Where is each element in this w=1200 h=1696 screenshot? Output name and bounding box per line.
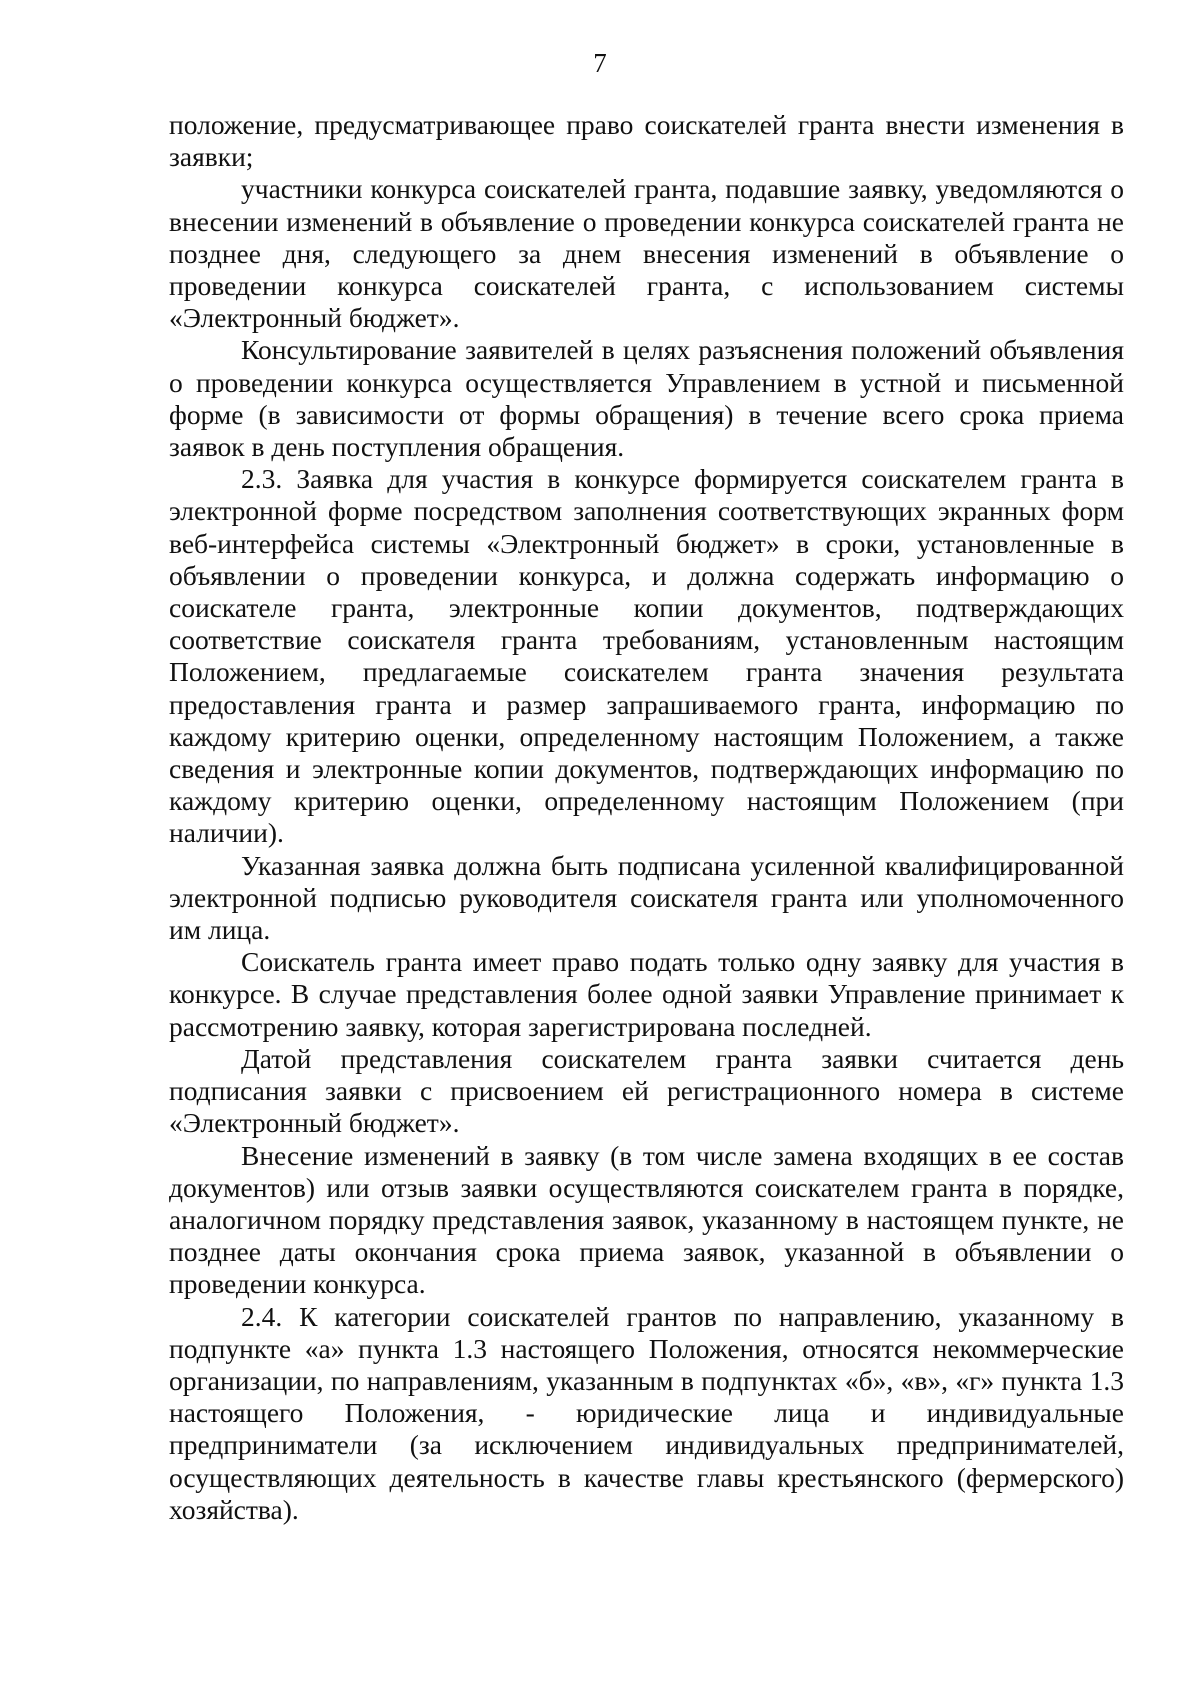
paragraph-2-3-application: 2.3. Заявка для участия в конкурсе формируется соискателем гранта в электронной форме посредством заполнения соответствующих экранных форм веб-интерфейса системы «Электронный бюджет» в сроки, установленные в объявлении о проведении конкурса, и должна содержать информацию о соискателе гранта, электронные копии документов, подтверждающих соответствие соискателя гранта требованиям, установленным настоящим Положением, предлагаемые соискателем гранта значения результата предоставления гранта и размер запрашиваемого гранта, информацию по каждому критерию оценки, определенному настоящим Положением, а также сведения и электронные копии документов, подтверждающих информацию по каждому критерию оценки, определенному настоящим Положением (при наличии). [169, 463, 1124, 849]
paragraph-changes-withdrawal: Внесение изменений в заявку (в том числе замена входящих в ее состав документов) или отзыв заявки осуществляются соискателем гранта в порядке, аналогичном порядку представления заявок, указанному в настоящем пункте, не позднее даты окончания срока приема заявок, указанной в объявлении о проведении конкурса. [169, 1139, 1124, 1300]
document-body [169, 109, 1124, 1526]
page-number: 7 [593, 48, 607, 78]
paragraph-signature: Указанная заявка должна быть подписана усиленной квалифицированной электронной подписью руководителя соискателя гранта или уполномоченного им лица. [169, 849, 1124, 946]
paragraph-submission-date: Датой представления соискателем гранта заявки считается день подписания заявки с присвоением ей регистрационного номера в системе «Электронный бюджет». [169, 1042, 1124, 1139]
paragraph-2-4-categories: 2.4. К категории соискателей грантов по направлению, указанному в подпункте «а» пункта 1.3 настоящего Положения, относятся некоммерческие организации, по направлениям, указанным в подпунктах «б», «в», «г» пункта 1.3 настоящего Положения, - юридические лица и индивидуальные предприниматели (за исключением индивидуальных предпринимателей, осуществляющих деятельность в качестве главы крестьянского (фермерского) хозяйства). [169, 1300, 1124, 1525]
paragraph-single-application: Соискатель гранта имеет право подать только одну заявку для участия в конкурсе. В случае представления более одной заявки Управление принимает к рассмотрению заявку, которая зарегистрирована последней. [169, 946, 1124, 1042]
paragraph-participants-notification: участники конкурса соискателей гранта, подавшие заявку, уведомляются о внесении изменений в объявление о проведении конкурса соискателей гранта не позднее дня, следующего за днем внесения изменений в объявление о проведении конкурса соискателей гранта, с использованием системы «Электронный бюджет». [169, 173, 1124, 334]
paragraph-consultation: Консультирование заявителей в целях разъяснения положений объявления о проведении конкурса осуществляется Управлением в устной и письменной форме (в зависимости от формы обращения) в течение всего срока приема заявок в день поступления обращения. [169, 334, 1124, 463]
paragraph-continuation: положение, предусматривающее право соискателей гранта внести изменения в заявки; [169, 109, 1124, 173]
